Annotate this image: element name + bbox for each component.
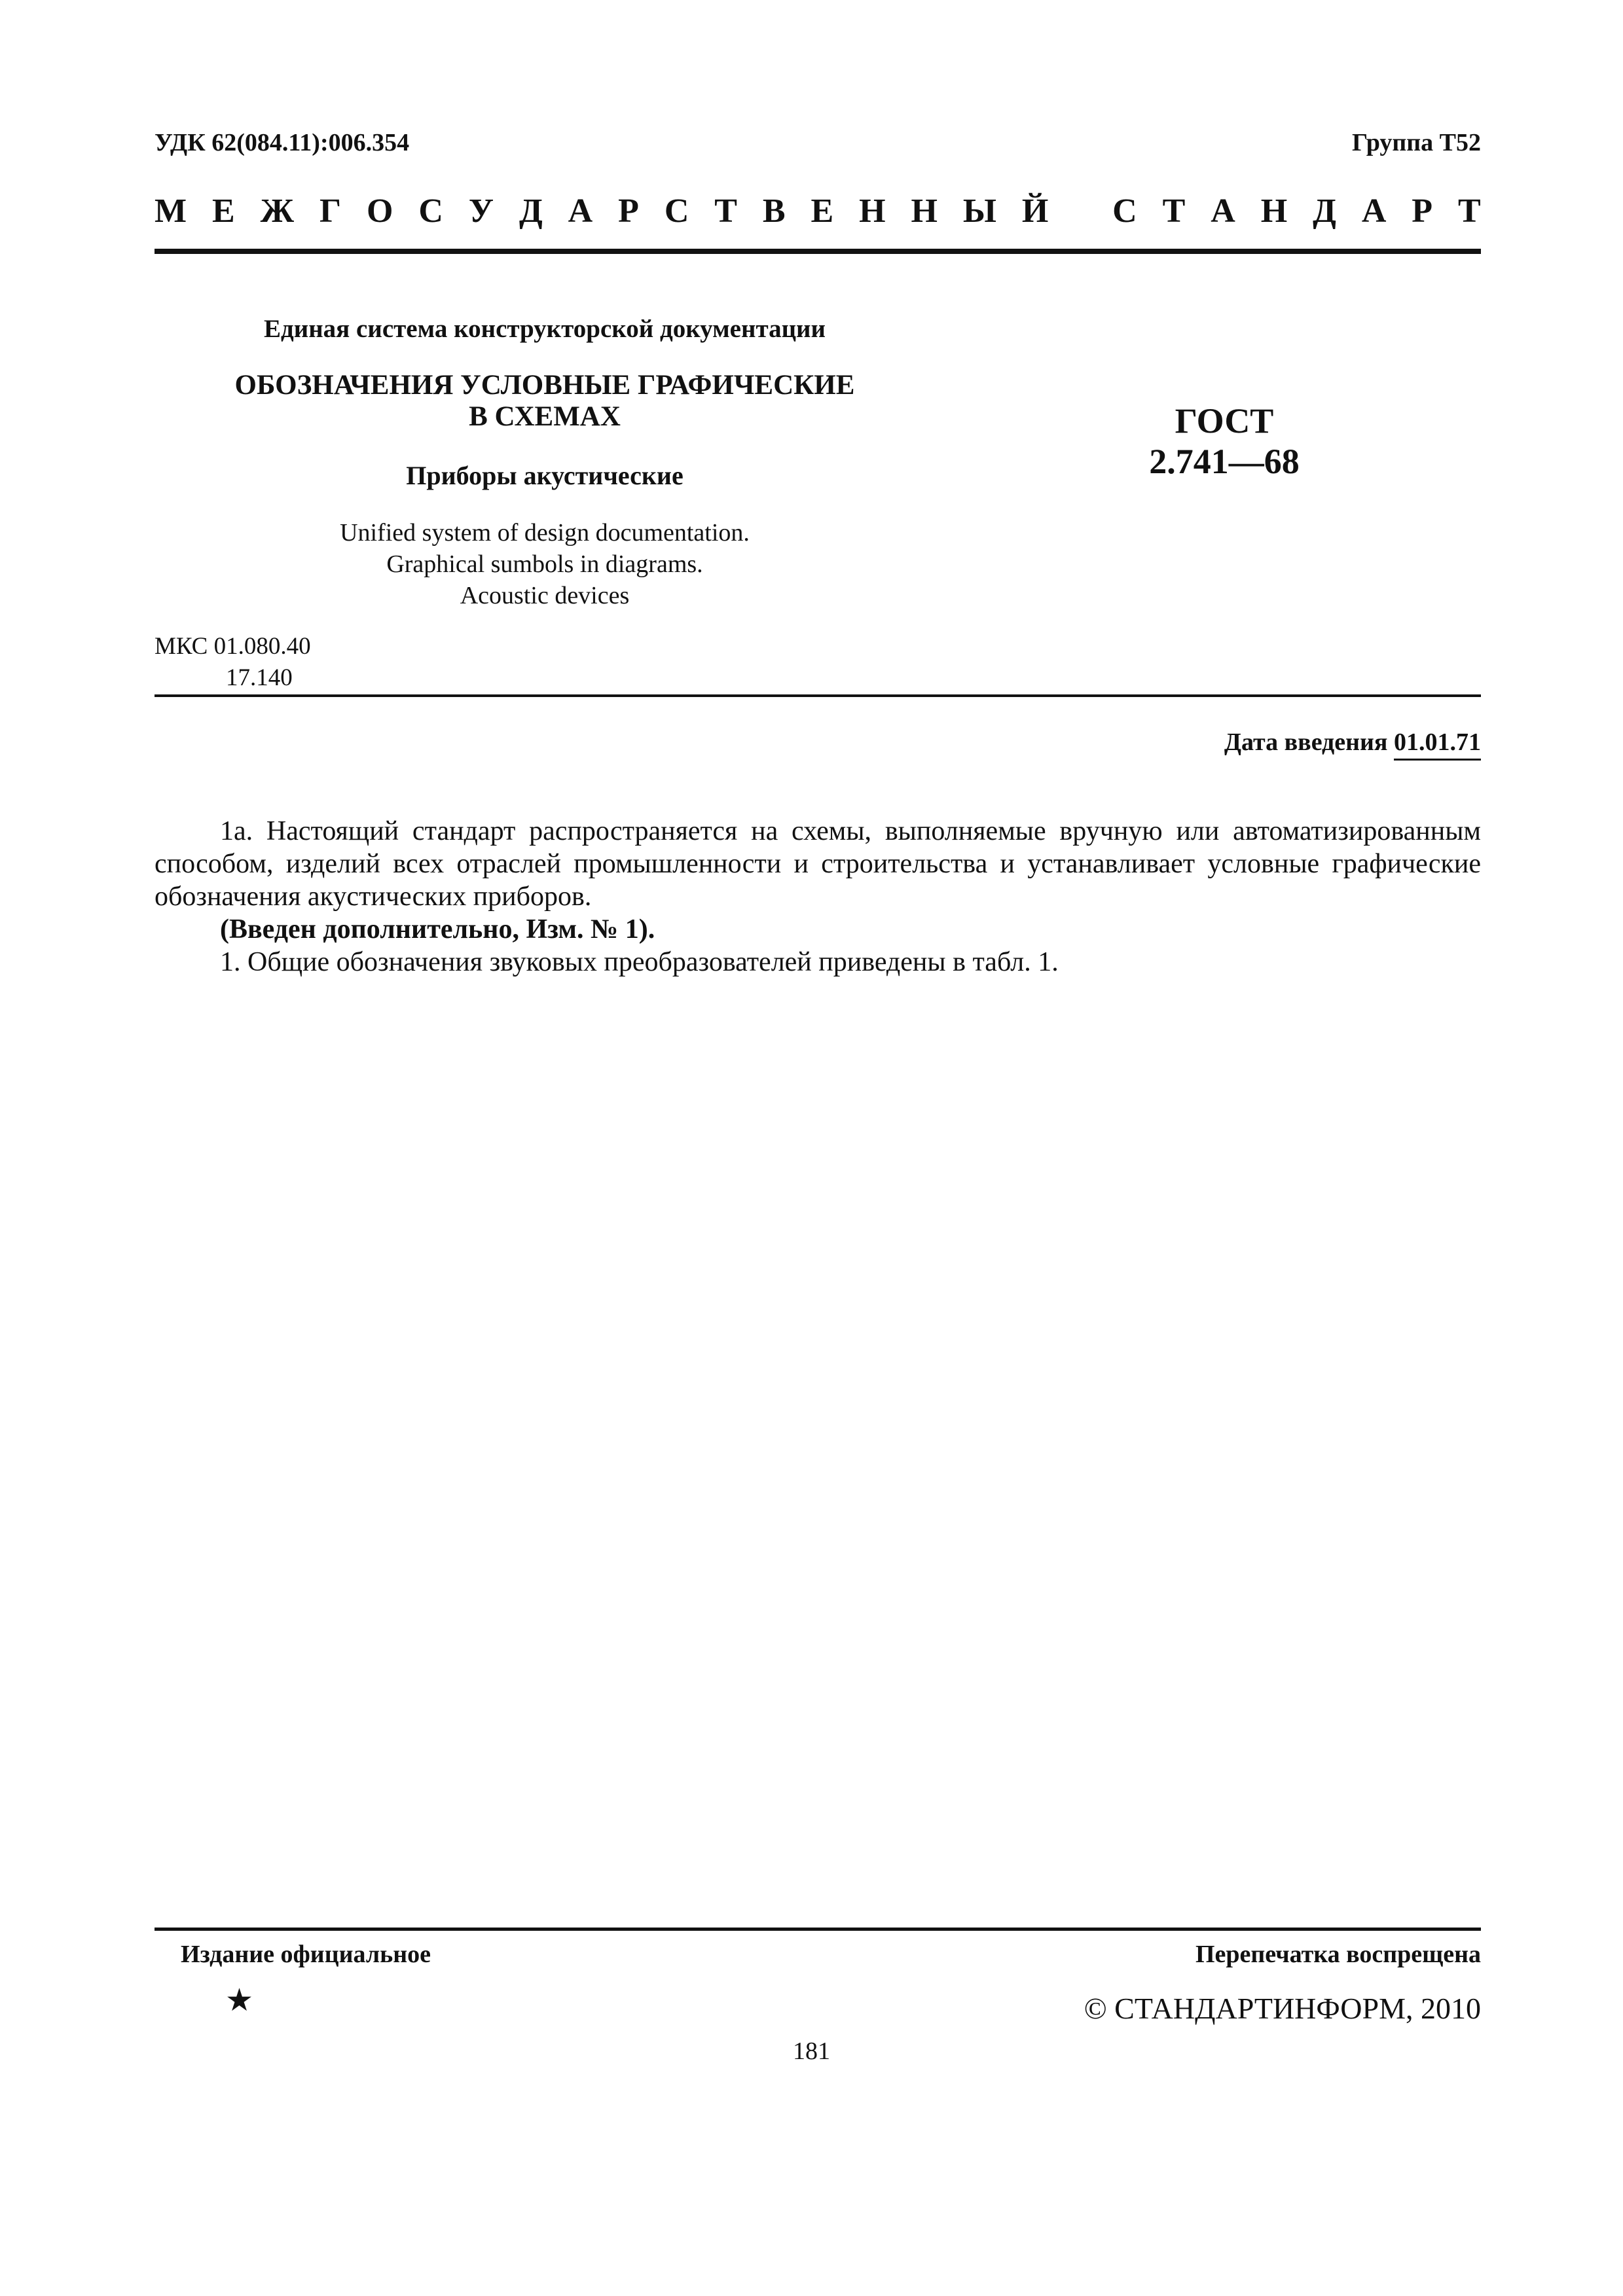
english-title-line: Unified system of design documentation. [340,519,750,547]
title-line: ОБОЗНАЧЕНИЯ УСЛОВНЫЕ ГРАФИЧЕСКИЕ [234,370,855,401]
banner-letter: М [155,192,187,230]
banner-letter: Т [1162,192,1186,230]
page-number: 181 [793,2037,830,2065]
banner-letter: У [468,192,494,230]
document-title [155,370,935,433]
interstate-standard-banner [155,192,1481,230]
banner-letter: Ж [260,192,295,230]
eskd-heading: Единая система конструкторской документации [264,315,826,343]
banner-letter: Й [1021,192,1049,230]
banner-letter: Д [1313,192,1336,230]
introduction-date [1224,728,1481,757]
banner-letter: Р [618,192,639,230]
english-title-line: Acoustic devices [460,582,630,609]
banner-letter: Е [212,192,235,230]
paragraph-1: 1. Общие обозначения звуковых преобразователей приведены в табл. 1. [220,947,1059,977]
star-icon: ★ [225,1983,254,2018]
gost-label: ГОСТ [1175,401,1274,440]
footer-divider [155,1928,1481,1931]
amendment-note: (Введен дополнительно, Изм. № 1). [220,914,655,944]
banner-letter: С [1112,192,1137,230]
group-code: Группа Т52 [1351,129,1481,156]
udk-code: УДК 62(084.11):006.354 [155,129,410,156]
banner-letter: В [762,192,786,230]
banner-letter: А [568,192,593,230]
banner-letter: Т [1457,192,1481,230]
banner-letter: Р [1412,192,1433,230]
banner-letter: Н [1260,192,1288,230]
gost-designation [1061,401,1388,482]
banner-letter: Е [811,192,834,230]
introduction-date-value: 01.01.71 [1394,728,1481,761]
banner-letter: О [366,192,393,230]
introduction-date-label: Дата введения [1224,728,1388,756]
banner-letter: Д [519,192,543,230]
paragraph-1a: 1а. Настоящий стандарт распространяется на схемы, выполняемые вручную или автоматизированным способом, изделий всех отраслей промышленности и строительства и устанавливает условные графические обозначения акустических приборов. [155,816,1481,912]
document-subtitle: Приборы акустические [406,461,684,490]
gost-number: 2.741—68 [1149,442,1300,481]
english-title [155,517,935,611]
banner-letter: Ы [962,192,996,230]
standard-body [155,815,1481,978]
banner-letter: Г [319,192,342,230]
banner-letter: С [664,192,689,230]
banner-letter: А [1361,192,1387,230]
english-title-line: Graphical sumbols in diagrams. [386,550,703,578]
copyright: © СТАНДАРТИНФОРМ, 2010 [1084,1992,1481,2025]
banner-letter: С [418,192,443,230]
reprint-prohibited-note: Перепечатка воспрещена [1195,1941,1481,1968]
banner-letter: Н [859,192,886,230]
official-edition-note: Издание официальное [181,1941,431,1968]
title-block-divider [155,694,1481,697]
mks-code-secondary: 17.140 [226,664,293,691]
banner-letter: А [1211,192,1235,230]
banner-letter: Т [714,192,737,230]
mks-code: МКС 01.080.40 [155,633,311,660]
banner-letter: Н [911,192,938,230]
title-line: В СХЕМАХ [469,401,621,432]
header-divider [155,249,1481,254]
banner-gap [1074,192,1087,230]
